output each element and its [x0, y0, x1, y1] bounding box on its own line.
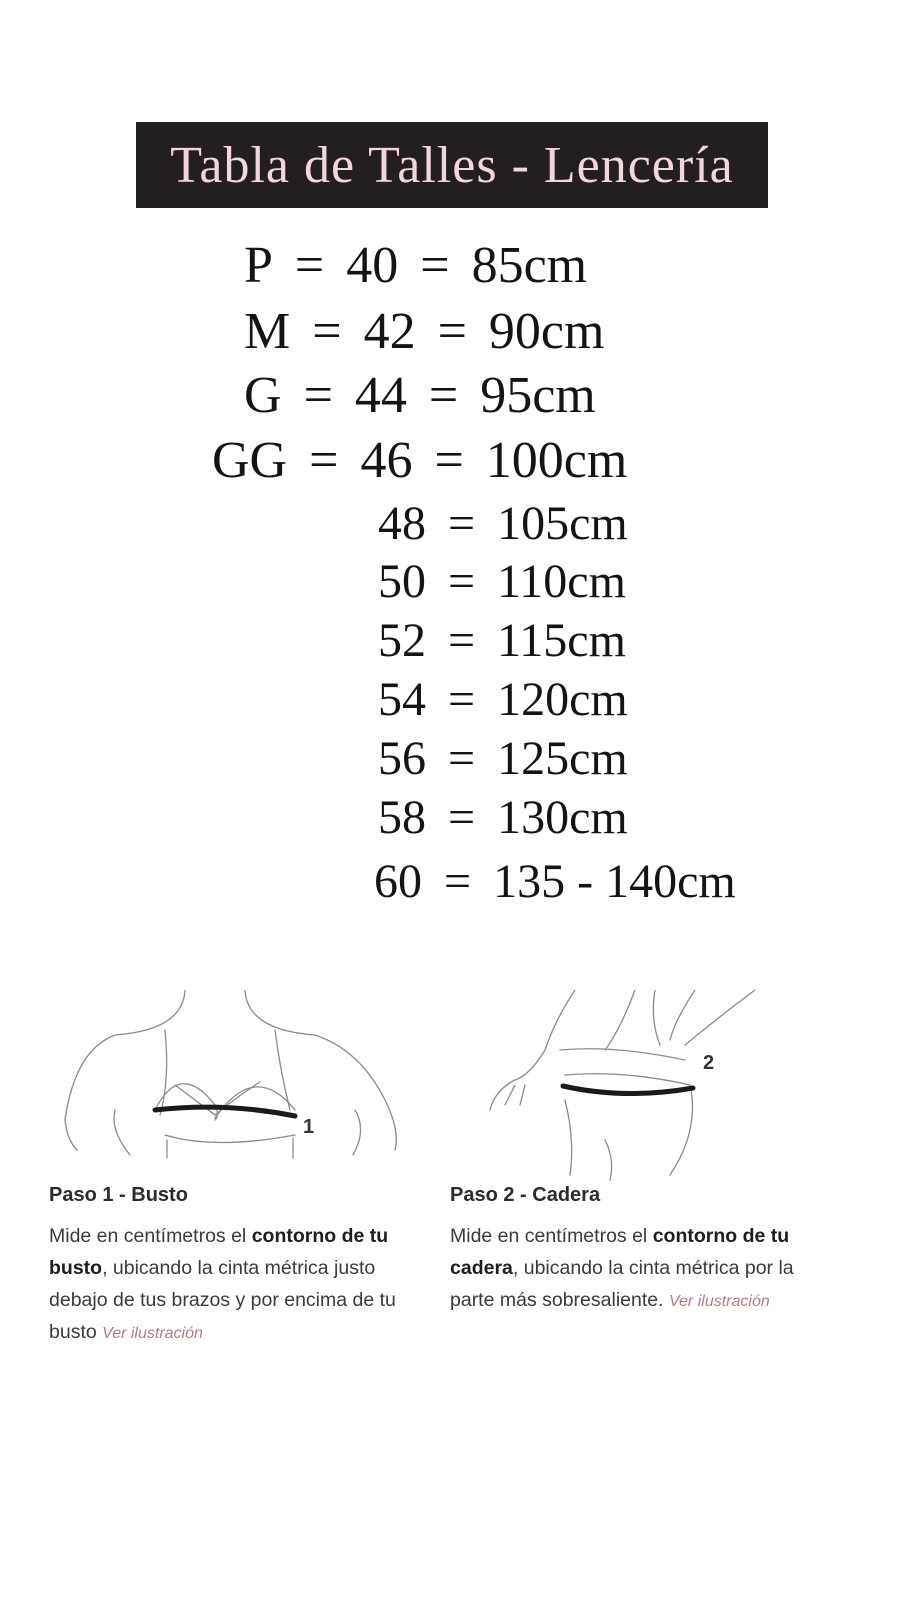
equals-sign: =	[312, 303, 342, 360]
step-text-part: , ubicando la cinta métrica justo debajo de tus brazos y por encima de tu busto	[49, 1257, 396, 1343]
equals-sign: =	[444, 855, 472, 908]
size-measure: 90cm	[488, 303, 605, 360]
size-letter: G	[244, 367, 282, 424]
step-marker: 2	[703, 1052, 715, 1074]
size-measure: 135 - 140cm	[493, 855, 736, 908]
size-number: 60	[374, 855, 422, 908]
measuring-tape-icon	[55, 990, 415, 1190]
size-number: 48	[378, 497, 426, 550]
size-number: 40	[346, 237, 399, 294]
size-row	[244, 237, 588, 294]
size-row	[378, 497, 628, 550]
size-number: 52	[378, 614, 426, 667]
size-number: 42	[363, 303, 416, 360]
measuring-tape-icon	[485, 990, 805, 1190]
size-number: 50	[378, 555, 426, 608]
size-number: 56	[378, 732, 426, 785]
size-number: 44	[354, 367, 407, 424]
hip-illustration	[485, 990, 805, 1190]
size-measure: 130cm	[497, 791, 628, 844]
step-text-part: , ubicando la cinta métrica por la parte más sobresaliente.	[450, 1257, 794, 1311]
size-letter: M	[244, 303, 291, 360]
equals-sign: =	[428, 367, 459, 424]
size-row	[378, 732, 628, 785]
size-measure: 85cm	[471, 237, 588, 294]
step-description	[450, 1220, 820, 1318]
step-title: Paso 2 - Cadera	[450, 1184, 601, 1206]
step-text-part: Mide en centímetros el	[450, 1225, 653, 1247]
size-number: 46	[360, 432, 413, 489]
size-measure: 125cm	[497, 732, 628, 785]
size-row	[378, 614, 626, 667]
equals-sign: =	[309, 432, 339, 489]
size-row	[378, 673, 628, 726]
step-title: Paso 1 - Busto	[49, 1184, 188, 1206]
title-banner	[136, 122, 768, 208]
step-text-bold: contorno de tu cadera	[450, 1225, 790, 1279]
size-number: 54	[378, 673, 426, 726]
bust-illustration	[55, 990, 415, 1190]
ver-ilustracion-link[interactable]: Ver ilustración	[668, 1293, 770, 1310]
equals-sign: =	[448, 791, 476, 844]
size-measure: 100cm	[485, 432, 628, 489]
size-row	[378, 555, 626, 608]
equals-sign: =	[434, 432, 464, 489]
equals-sign: =	[448, 497, 476, 550]
size-row	[374, 855, 736, 908]
step-text-part: Mide en centímetros el	[49, 1225, 252, 1247]
equals-sign: =	[303, 367, 333, 424]
ver-ilustracion-link[interactable]: Ver ilustración	[102, 1325, 203, 1342]
equals-sign: =	[420, 237, 450, 294]
equals-sign: =	[448, 673, 476, 726]
size-number: 58	[378, 791, 426, 844]
size-letter: GG	[212, 432, 288, 489]
equals-sign: =	[448, 555, 476, 608]
size-row	[244, 303, 605, 360]
size-row	[378, 791, 628, 844]
size-measure: 95cm	[480, 367, 596, 424]
size-measure: 120cm	[497, 673, 628, 726]
step-description	[49, 1220, 419, 1350]
step-marker: 1	[303, 1116, 315, 1138]
equals-sign: =	[294, 237, 325, 294]
size-measure: 115cm	[497, 614, 626, 667]
size-letter: P	[244, 237, 273, 294]
size-row	[244, 367, 596, 424]
size-measure: 110cm	[497, 555, 626, 608]
page-title: Tabla de Talles - Lencería	[170, 136, 734, 194]
step-text-bold: contorno de tu busto	[49, 1225, 389, 1279]
equals-sign: =	[448, 614, 476, 667]
size-row	[212, 432, 628, 489]
equals-sign: =	[437, 303, 467, 360]
equals-sign: =	[448, 732, 476, 785]
size-measure: 105cm	[497, 497, 628, 550]
